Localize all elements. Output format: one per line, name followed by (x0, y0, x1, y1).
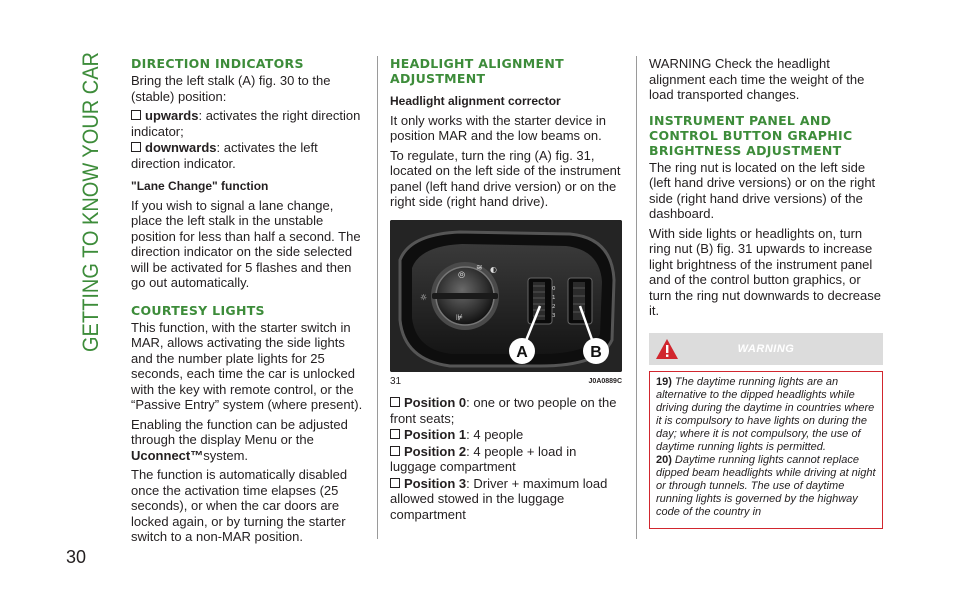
position-item (390, 427, 622, 443)
checkbox-bullet-icon (390, 478, 400, 488)
svg-text:2: 2 (552, 303, 556, 310)
warning-text: Daytime running lights cannot replace dipped beam headlights while driving at night or through tunnels. The use of daytime running lights is governed by the highway code of the country in (656, 453, 876, 518)
corrector-heading: Headlight alignment corrector (390, 94, 561, 108)
position-item (390, 444, 622, 475)
corrector-paragraph-1: It only works with the starter device in position MAR and the low beams on. (390, 112, 607, 143)
figure-caption (390, 374, 622, 390)
courtesy-paragraph-1: This function, with the starter switch in MAR, allows activating the side lights and the number plate lights for 25 seconds, each time the car is unlocked with the key with remote control, or the “Passive Entry” system (where present). (131, 319, 363, 412)
column-3 (649, 56, 883, 529)
instrument-paragraph-2: With side lights or headlights on, turn ring nut (B) fig. 31 upwards to increase light brightness of the instrument panel and of the control button graphics, or turn the ring nut downwards to decrease it. (649, 225, 881, 318)
svg-text:⦾: ⦾ (458, 270, 466, 281)
svg-text:☼: ☼ (420, 292, 428, 302)
courtesy-paragraph-3: The function is automatically disabled once the activation time elapses (25 seconds), or when the car doors are locked again, or by turning the starter switch to a non-MAR position. (131, 467, 348, 544)
svg-text:⊯: ⊯ (456, 312, 463, 322)
courtesy-text: system. (203, 447, 249, 463)
instrument-panel-heading: INSTRUMENT PANEL AND CONTROL BUTTON GRAPHIC BRIGHTNESS ADJUSTMENT (649, 112, 853, 158)
svg-text:3: 3 (552, 312, 556, 319)
courtesy-lights-heading: COURTESY LIGHTS (131, 302, 265, 318)
warning-box (649, 371, 883, 529)
position-term: Position 2 (404, 443, 467, 459)
direction-intro: Bring the left stalk (A) fig. 30 to the (stable) position: (131, 73, 331, 104)
position-term: Position 0 (404, 395, 467, 410)
warning-number: 19) (656, 375, 672, 388)
column-2 (390, 56, 622, 523)
checkbox-bullet-icon (390, 446, 400, 456)
checkbox-bullet-icon (131, 142, 141, 152)
lane-change-text: If you wish to signal a lane change, place the left stalk in the unstable position for less than half a second. The direction indicator on the side selected will be activated for 5 flashes and then go out automatically. (131, 197, 361, 290)
direction-indicators-heading: DIRECTION INDICATORS (131, 56, 304, 71)
courtesy-text: Enabling the function can be adjusted through the display Menu or the (131, 416, 348, 447)
position-term: Position 1 (404, 427, 467, 442)
position-item (390, 395, 622, 426)
instrument-paragraph-1: The ring nut is located on the left side (left hand drive versions) or on the right side (right hand drive versions) of the dashboard. (649, 159, 876, 221)
bullet-upwards (131, 108, 363, 139)
bullet-text: : activates the right direction indicator; (131, 108, 361, 139)
position-text: : Driver + maximum load allowed stowed in the luggage compartment (390, 475, 608, 522)
bullet-term: upwards (145, 108, 199, 123)
warning-intro: WARNING Check the headlight alignment each time the weight of the load transported changes. (649, 56, 865, 102)
side-title (70, 40, 110, 360)
position-text: : one or two people on the front seats; (390, 395, 617, 426)
column-divider (636, 56, 637, 539)
bullet-downwards (131, 140, 363, 171)
svg-text:≋: ≋ (476, 262, 483, 272)
label-b: B (590, 343, 602, 361)
page-number: 30 (66, 547, 87, 567)
column-1 (131, 56, 363, 549)
position-item (390, 476, 622, 523)
warning-item (656, 376, 878, 454)
position-text: : 4 people (466, 427, 524, 442)
lane-change-heading: "Lane Change" function (131, 179, 269, 193)
column-divider (377, 56, 378, 539)
warning-label: WARNING (737, 342, 795, 355)
headlight-alignment-heading: HEADLIGHT ALIGNMENT ADJUSTMENT (390, 56, 564, 86)
figure-number: 31 (390, 375, 402, 387)
courtesy-paragraph-2 (131, 417, 363, 464)
checkbox-bullet-icon (131, 110, 141, 120)
label-a: A (516, 343, 528, 361)
warning-number: 20) (656, 453, 672, 466)
position-term: Position 3 (404, 475, 467, 491)
svg-text:1: 1 (552, 294, 556, 301)
side-title-text: GETTING TO KNOW YOUR CAR (78, 40, 103, 352)
warning-header (649, 333, 883, 365)
svg-text:◐: ◐ (490, 264, 497, 274)
light-switch-panel-image (390, 220, 622, 372)
checkbox-bullet-icon (390, 397, 400, 407)
bullet-text: : activates the left direction indicator. (131, 140, 318, 171)
svg-text:0: 0 (552, 285, 556, 292)
position-text: : 4 people + load in luggage compartment (390, 443, 577, 474)
figure-31-photo (390, 220, 622, 372)
bullet-term: downwards (145, 140, 217, 155)
warning-item (656, 454, 878, 519)
uconnect-term: Uconnect™ (131, 447, 204, 463)
checkbox-bullet-icon (390, 429, 400, 439)
warning-text: The daytime running lights are an alternative to the dipped headlights while driving during the daytime in countries where it is compulsory to have lights on during the day; where it is not compulsory, the use of daytime running lights is permitted. (656, 375, 875, 453)
corrector-paragraph-2: To regulate, turn the ring (A) fig. 31, located on the left side of the instrument panel (left hand drive version) or on the right side (right hand drive). (390, 147, 621, 209)
side-title-graphic (70, 40, 110, 360)
figure-code: J0A0889C (588, 377, 622, 385)
